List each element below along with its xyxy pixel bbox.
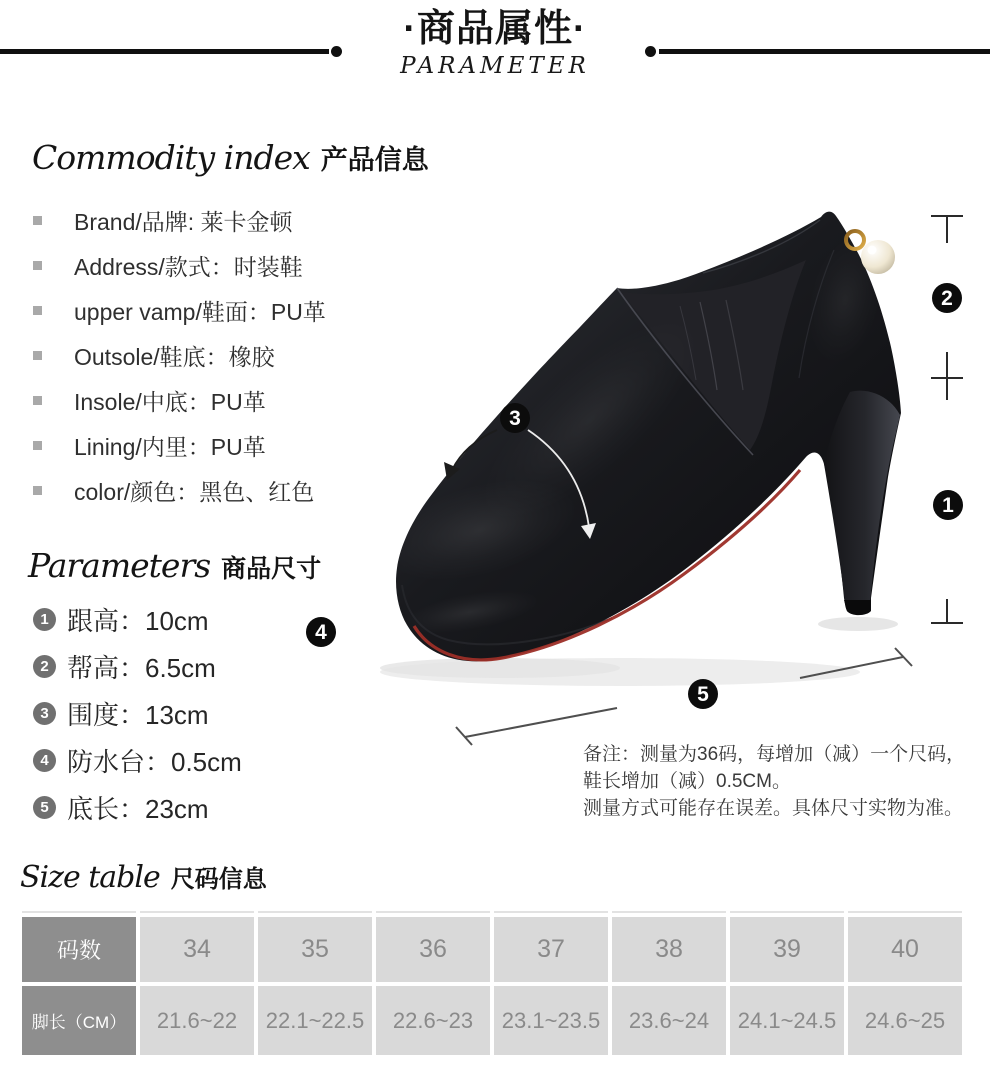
- svg-text:5: 5: [697, 683, 709, 706]
- spec-text: Lining/内里：PU革: [74, 434, 266, 460]
- size-cell: 36: [376, 917, 490, 982]
- size-heading-en: Size table: [20, 860, 160, 895]
- table-top-border-segment: [258, 911, 372, 913]
- height-ruler-marks: [931, 216, 963, 623]
- table-top-border-segment: [612, 911, 726, 913]
- list-item: [33, 468, 326, 513]
- product-photo: [300, 185, 990, 770]
- svg-text:3: 3: [509, 407, 521, 430]
- note-line: 备注：测量为36码，每增加（减）一个尺码，: [583, 744, 966, 765]
- annotation-marker-4: [306, 617, 336, 647]
- square-bullet-icon: [33, 351, 42, 360]
- size-cell: 40: [848, 917, 962, 982]
- square-bullet-icon: [33, 441, 42, 450]
- size-cell: 37: [494, 917, 608, 982]
- svg-text:2: 2: [941, 287, 953, 310]
- numbered-circle-icon: 1: [33, 608, 56, 631]
- parameters-heading: [28, 546, 321, 585]
- list-item: [33, 198, 326, 243]
- pearl-highlight: [868, 246, 877, 255]
- spec-text: color/颜色：黑色、红色: [74, 479, 315, 505]
- numbered-circle-icon: 4: [33, 749, 56, 772]
- spec-text: Address/款式：时装鞋: [74, 254, 303, 280]
- foot-length-cell: 22.6~23: [376, 986, 490, 1055]
- foot-length-cell: 21.6~22: [140, 986, 254, 1055]
- param-text: 跟高：10cm: [67, 606, 209, 636]
- param-text: 防水台：0.5cm: [67, 747, 242, 777]
- foot-length-cell: 22.1~22.5: [258, 986, 372, 1055]
- list-item: [33, 643, 242, 690]
- commodity-heading-zh: 产品信息: [320, 145, 429, 175]
- svg-text:4: 4: [315, 621, 327, 644]
- numbered-circle-icon: 2: [33, 655, 56, 678]
- svg-text:1: 1: [942, 494, 954, 517]
- page-title: ·商品属性·: [403, 8, 587, 50]
- size-heading-zh: 尺码信息: [170, 866, 267, 893]
- parameters-heading-zh: 商品尺寸: [221, 555, 322, 583]
- table-top-border-segment: [848, 911, 962, 913]
- square-bullet-icon: [33, 486, 42, 495]
- size-row-header: 码数: [22, 917, 136, 982]
- table-top-border-segment: [22, 911, 136, 913]
- note-line: 测量方式可能存在误差。具体尺寸实物为准。: [583, 798, 964, 819]
- header: [0, 8, 990, 79]
- commodity-spec-list: [33, 198, 326, 513]
- pearl-icon: [861, 240, 895, 274]
- spec-text: upper vamp/鞋面：PU革: [74, 299, 326, 325]
- list-item: [33, 378, 326, 423]
- square-bullet-icon: [33, 216, 42, 225]
- list-item: [33, 690, 242, 737]
- size-cell: 34: [140, 917, 254, 982]
- list-item: [33, 423, 326, 468]
- annotation-marker-2: [932, 283, 962, 313]
- annotation-marker-1: [933, 490, 963, 520]
- shoe-illustration: [372, 212, 901, 662]
- list-item: [33, 596, 242, 643]
- spec-text: Brand/品牌: 莱卡金顿: [74, 209, 293, 235]
- size-table: [22, 911, 962, 1055]
- page-subtitle: PARAMETER: [400, 52, 590, 79]
- size-cell: 38: [612, 917, 726, 982]
- square-bullet-icon: [33, 396, 42, 405]
- parameters-heading-en: Parameters: [28, 546, 211, 585]
- list-item: [33, 784, 242, 831]
- heel-tip: [844, 600, 871, 615]
- size-cell: 35: [258, 917, 372, 982]
- square-bullet-icon: [33, 261, 42, 270]
- table-top-border-segment: [376, 911, 490, 913]
- size-cell: 39: [730, 917, 844, 982]
- table-top-border-segment: [494, 911, 608, 913]
- foot-length-cell: 24.1~24.5: [730, 986, 844, 1055]
- annotation-marker-5: [688, 679, 718, 709]
- numbered-circle-icon: 3: [33, 702, 56, 725]
- foot-length-cell: 23.1~23.5: [494, 986, 608, 1055]
- spec-text: Insole/中底：PU革: [74, 389, 266, 415]
- list-item: [33, 288, 326, 333]
- foot-length-cell: 23.6~24: [612, 986, 726, 1055]
- spec-text: Outsole/鞋底：橡胶: [74, 344, 275, 370]
- commodity-index-heading: [32, 138, 429, 177]
- foot-length-cell: 24.6~25: [848, 986, 962, 1055]
- size-table-heading: [20, 859, 267, 895]
- list-item: [33, 243, 326, 288]
- square-bullet-icon: [33, 306, 42, 315]
- table-top-border-segment: [730, 911, 844, 913]
- annotation-marker-3: [500, 403, 530, 433]
- parameter-list: [33, 596, 242, 831]
- foot-length-row-header: 脚长（CM）: [22, 986, 136, 1055]
- list-item: [33, 737, 242, 784]
- commodity-heading-en: Commodity index: [32, 138, 310, 177]
- param-text: 围度：13cm: [67, 700, 209, 730]
- param-text: 底长：23cm: [67, 794, 209, 824]
- param-text: 帮高：6.5cm: [67, 653, 216, 683]
- table-top-border-segment: [140, 911, 254, 913]
- note-line: 鞋长增加（减）0.5CM。: [583, 771, 791, 792]
- numbered-circle-icon: 5: [33, 796, 56, 819]
- list-item: [33, 333, 326, 378]
